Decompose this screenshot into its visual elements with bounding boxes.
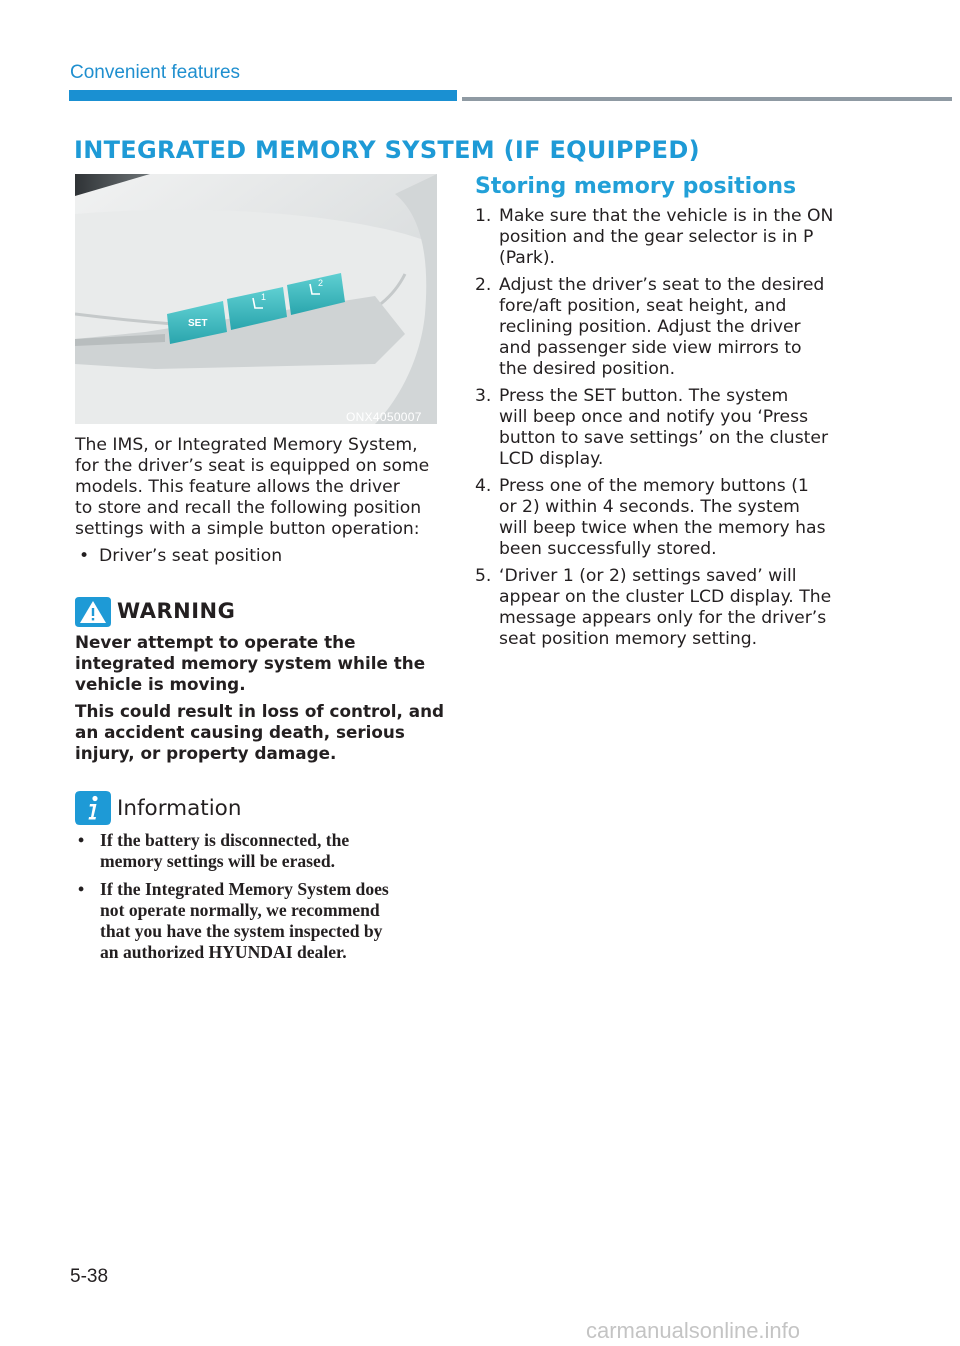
- bullet-dot: •: [78, 830, 85, 850]
- warning-label: WARNING: [117, 599, 236, 623]
- memory-buttons-photo: [75, 174, 437, 424]
- step-number: 3.: [475, 386, 492, 406]
- page-number: 5-38: [70, 1266, 109, 1287]
- bullet-dot: •: [79, 546, 90, 566]
- intro-line: models. This feature allows the driver: [75, 477, 400, 497]
- step-line: LCD display.: [499, 449, 604, 469]
- intro-line: settings with a simple button operation:: [75, 519, 420, 539]
- header-bar-rule: [462, 97, 952, 101]
- intro-line: to store and recall the following position: [75, 498, 422, 518]
- step-line: fore/aft position, seat height, and: [499, 296, 787, 316]
- step-number: 1.: [475, 206, 492, 226]
- section-title: INTEGRATED MEMORY SYSTEM (IF EQUIPPED): [74, 136, 700, 164]
- memory-2-label: 2: [318, 278, 324, 288]
- warning-icon: [75, 597, 111, 627]
- chapter-header: Convenient features: [70, 62, 241, 83]
- warning-line: an accident causing death, serious: [75, 722, 405, 742]
- step-line: will beep once and notify you ‘Press: [499, 407, 809, 427]
- intro-line: The IMS, or Integrated Memory System,: [75, 435, 418, 455]
- info-line: memory settings will be erased.: [100, 851, 336, 871]
- intro-bullet-text: Driver’s seat position: [99, 546, 283, 566]
- step-line: appear on the cluster LCD display. The: [499, 587, 832, 607]
- info-line: not operate normally, we recommend: [100, 900, 380, 920]
- storing-title: Storing memory positions: [475, 174, 797, 199]
- warning-line: integrated memory system while the: [75, 653, 426, 673]
- step-number: 5.: [475, 566, 492, 586]
- step-line: or 2) within 4 seconds. The system: [499, 497, 800, 517]
- step-line: reclining position. Adjust the driver: [499, 317, 801, 337]
- info-line: If the Integrated Memory System does: [100, 879, 389, 899]
- door-panel-illustration: [75, 174, 437, 424]
- warning-line: injury, or property damage.: [75, 743, 337, 763]
- step-line: button to save settings’ on the cluster: [499, 428, 829, 448]
- step-line: Press one of the memory buttons (1: [499, 476, 809, 496]
- header-bar-accent: [69, 90, 457, 101]
- warning-line: Never attempt to operate the: [75, 632, 356, 652]
- memory-1-label: 1: [261, 292, 267, 302]
- step-line: seat position memory setting.: [499, 629, 758, 649]
- info-line: an authorized HYUNDAI dealer.: [100, 942, 347, 962]
- step-line: ‘Driver 1 (or 2) settings saved’ will: [499, 566, 797, 586]
- step-line: Make sure that the vehicle is in the ON: [499, 206, 834, 226]
- information-heading: [75, 791, 242, 825]
- info-line: If the battery is disconnected, the: [100, 830, 350, 850]
- set-button-label: SET: [188, 318, 208, 329]
- step-line: Press the SET button. The system: [499, 386, 789, 406]
- watermark: carmanualsonline.info: [586, 1318, 801, 1343]
- info-icon: [75, 791, 111, 825]
- step-line: position and the gear selector is in P: [499, 227, 814, 247]
- step-line: the desired position.: [499, 359, 676, 379]
- warning-line: vehicle is moving.: [75, 674, 246, 694]
- step-line: (Park).: [499, 248, 556, 268]
- warning-line: This could result in loss of control, and: [75, 701, 445, 721]
- step-number: 2.: [475, 275, 492, 295]
- step-line: and passenger side view mirrors to: [499, 338, 802, 358]
- info-line: that you have the system inspected by: [100, 921, 383, 941]
- step-line: will beep twice when the memory has: [499, 518, 826, 538]
- step-line: Adjust the driver’s seat to the desired: [499, 275, 825, 295]
- intro-line: for the driver’s seat is equipped on some: [75, 456, 430, 476]
- step-line: been successfully stored.: [499, 539, 717, 559]
- figure-code: ONX4050007: [346, 410, 422, 424]
- step-number: 4.: [475, 476, 492, 496]
- step-line: message appears only for the driver’s: [499, 608, 827, 628]
- information-label: Information: [117, 796, 242, 821]
- warning-heading: [75, 597, 236, 629]
- bullet-dot: •: [78, 879, 85, 899]
